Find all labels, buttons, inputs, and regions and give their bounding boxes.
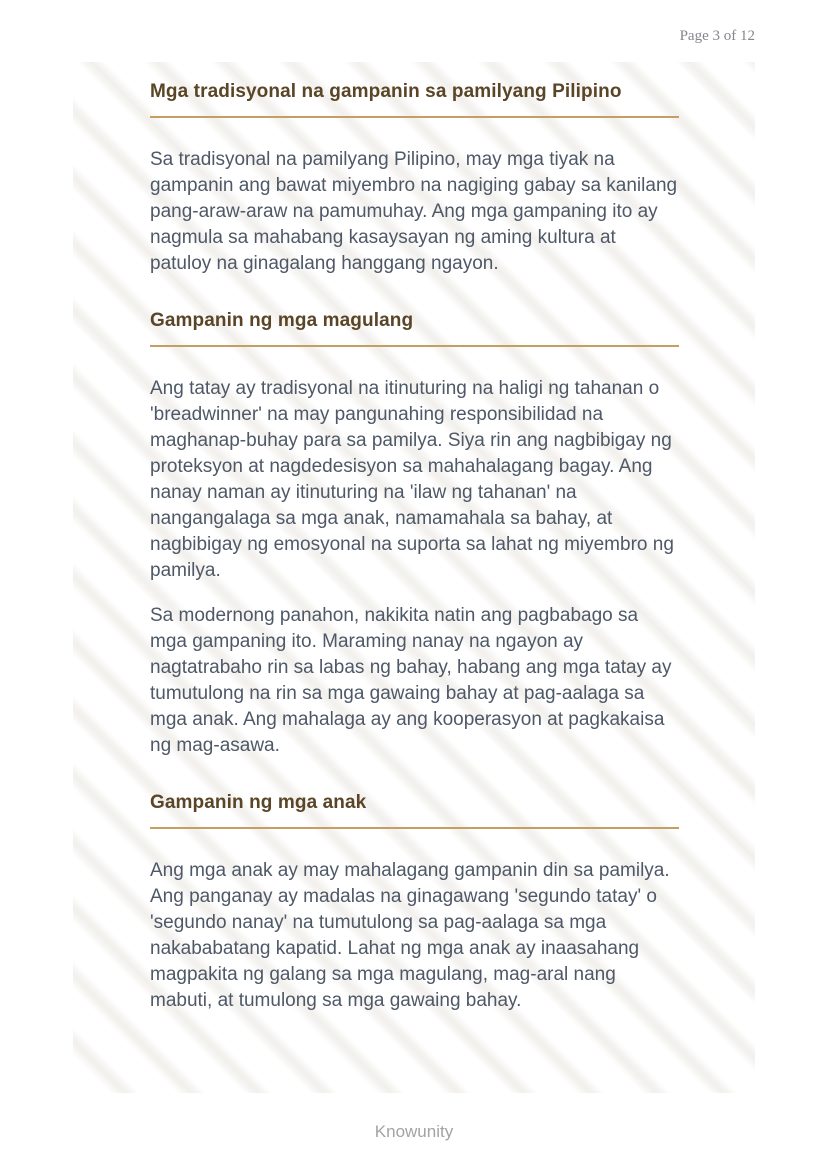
- paragraph: Sa tradisyonal na pamilyang Pilipino, may mga tiyak na gampanin ang bawat miyembro na nagiging gabay sa kanilang pang-araw-araw na pamumuhay. Ang mga gampaning ito ay nagmula sa mahabang kasaysayan ng aming kultura at patuloy na ginagalang hanggang ngayon.: [150, 149, 678, 274]
- section-parents-roles: [150, 310, 679, 759]
- paragraph: Ang tatay ay tradisyonal na itinuturing na haligi ng tahanan o 'breadwinner' na may pangunahing responsibilidad na maghanap-buhay para sa pamilya. Siya rin ang nagbibigay ng proteksyon at nagdedesisyon sa mahahalagang bagay. Ang nanay naman ay itinuturing na 'ilaw ng tahanan' na nangangalaga sa mga anak, namamahala sa bahay, at nagbibigay ng emosyonal na suporta sa lahat ng miyembro ng pamilya.: [150, 378, 674, 581]
- section-heading-children-roles: Gampanin ng mga anak: [150, 792, 679, 829]
- section-heading-parents-roles: Gampanin ng mga magulang: [150, 310, 679, 347]
- section-traditional-roles: [150, 81, 679, 277]
- paragraph: Sa modernong panahon, nakikita natin ang pagbabago sa mga gampaning ito. Maraming nanay na ngayon ay nagtatrabaho rin sa labas ng bahay, habang ang mga tatay ay tumutulong na rin sa mga gawaing bahay at pag-aalaga sa mga anak. Ang mahalaga ay ang kooperasyon at pagkakaisa ng mag-asawa.: [150, 605, 672, 756]
- section-heading-traditional-roles: Mga tradisyonal na gampanin sa pamilyang Pilipino: [150, 81, 679, 118]
- paragraph: Ang mga anak ay may mahalagang gampanin din sa pamilya. Ang panganay ay madalas na ginagawang 'segundo tatay' o 'segundo nanay' na tumutulong sa pag-aalaga sa mga nakababatang kapatid. Lahat ng mga anak ay inaasahang magpakita ng galang sa mga magulang, mag-aral nang mabuti, at tumulong sa mga gawaing bahay.: [150, 860, 670, 1011]
- section-children-roles: [150, 792, 679, 1014]
- page-number-indicator: Page 3 of 12: [679, 28, 755, 44]
- footer-brand-label: Knowunity: [374, 1122, 454, 1141]
- content-panel: [73, 62, 755, 1093]
